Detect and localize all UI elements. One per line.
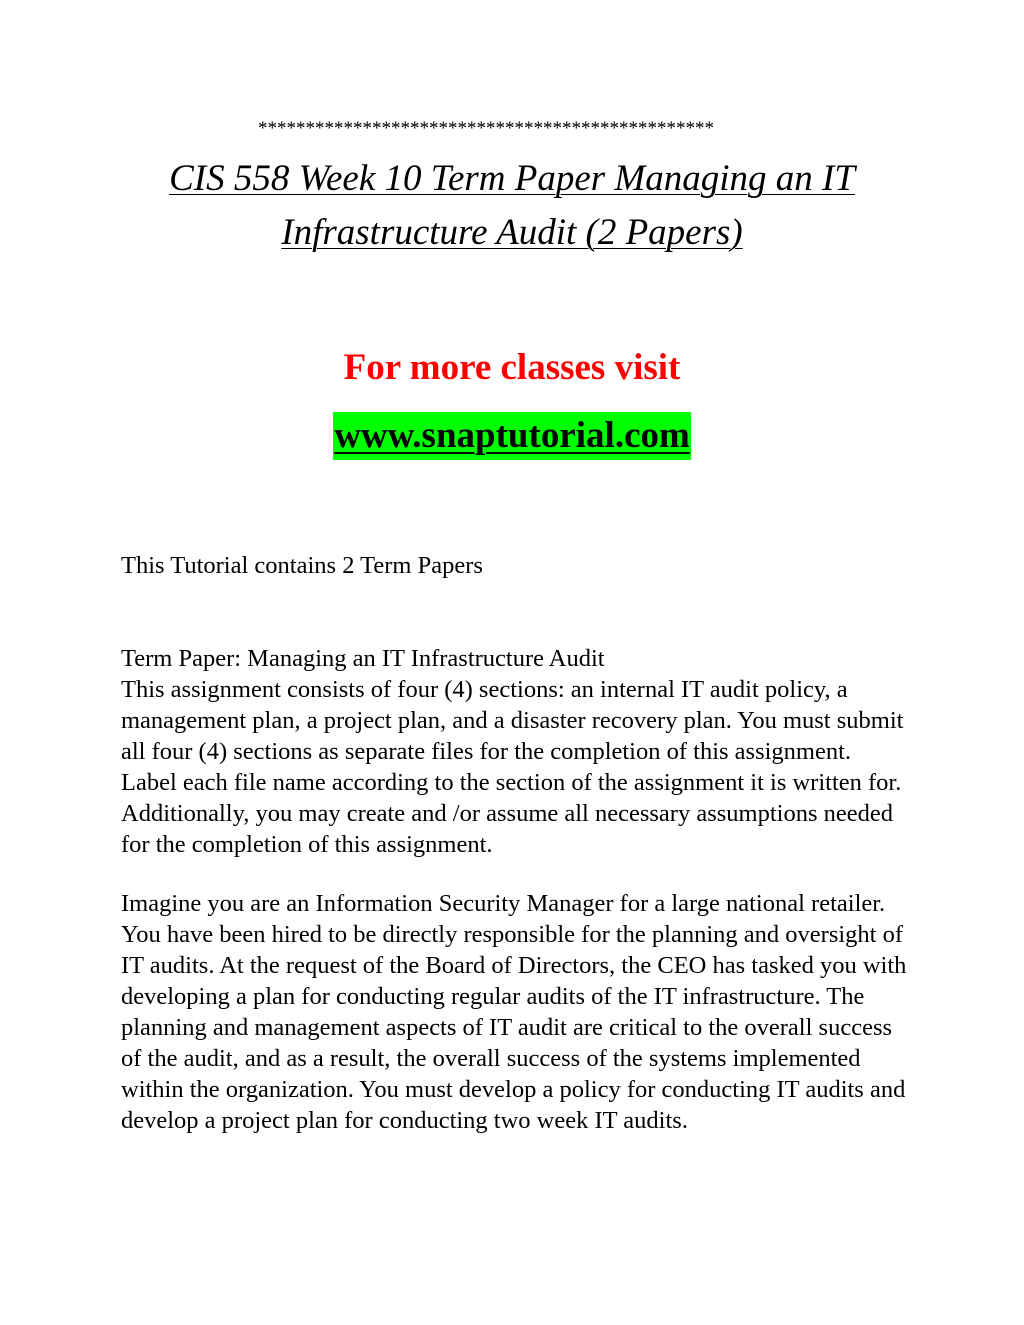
paragraph-assignment: This assignment consists of four (4) sections: an internal IT audit policy, a management plan, a project plan, and a disaster recovery plan. You must submit all four (4) sections as separate files for the completion of this assignment. Label each file name according to the section of the assignment it is written for. Additionally, you may create and /or assume all necessary assumptions needed for the completion of this assignment. (121, 676, 904, 858)
promo-link-container (0, 412, 1024, 460)
section-term-paper (121, 643, 911, 860)
title-line-2: Infrastructure Audit (2 Papers) (281, 212, 743, 253)
section-scenario (121, 888, 911, 1136)
website-link[interactable]: www.snaptutorial.com (333, 412, 691, 460)
section-heading: Term Paper: Managing an IT Infrastructure Audit (121, 645, 605, 672)
paragraph-scenario: Imagine you are an Information Security Manager for a large national retailer. You have been hired to be directly responsible for the planning and oversight of IT audits. At the request of the Board of Directors, the CEO has tasked you with developing a plan for conducting regular audits of the IT infrastructure. The planning and management aspects of IT audit are critical to the overall success of the audit, and as a result, the overall success of the systems implemented within the organization. You must develop a policy for conducting IT audits and develop a project plan for conducting two week IT audits. (121, 890, 907, 1134)
document-title (100, 152, 924, 260)
intro-text: This Tutorial contains 2 Term Papers (121, 552, 483, 579)
star-divider: ************************************************ (258, 118, 714, 139)
promo-text: For more classes visit (343, 347, 681, 388)
title-line-1: CIS 558 Week 10 Term Paper Managing an IT (169, 158, 855, 199)
